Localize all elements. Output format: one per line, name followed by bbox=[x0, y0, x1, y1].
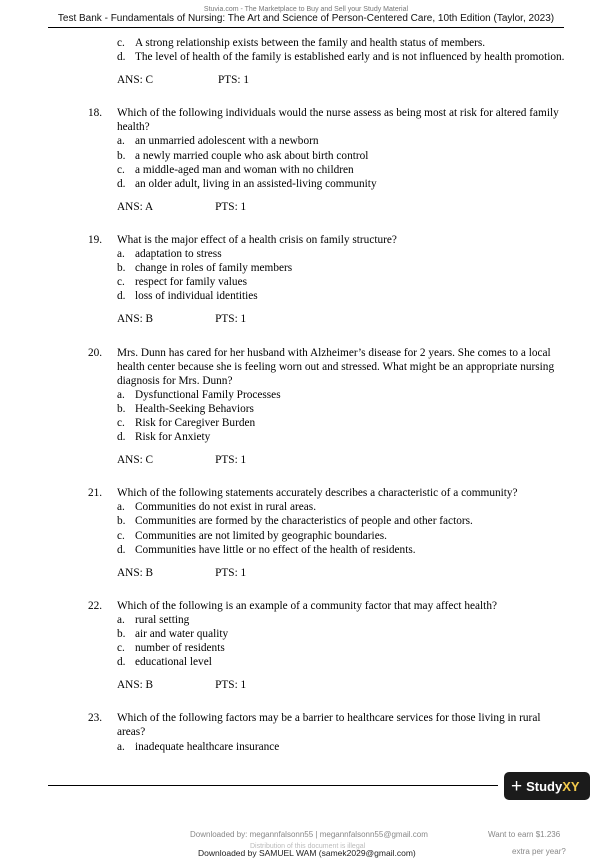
answer-key: ANS: C bbox=[117, 454, 154, 467]
question-list bbox=[90, 106, 570, 753]
option-item bbox=[117, 36, 570, 50]
option-text: a middle-aged man and woman with no children bbox=[135, 163, 354, 176]
question-stem: Which of the following is an example of a community factor that may affect health? bbox=[117, 599, 497, 612]
option-text: Health-Seeking Behaviors bbox=[135, 402, 254, 415]
answer-key: ANS: B bbox=[117, 679, 154, 692]
option-letter: d. bbox=[117, 543, 126, 556]
option-text: Communities are formed by the characteristics of people and other factors. bbox=[135, 515, 473, 528]
document-header: Test Bank - Fundamentals of Nursing: The Art and Science of Person-Centered Care, 10th Edition (Taylor, 2023) bbox=[57, 13, 555, 24]
option-text: rural setting bbox=[135, 613, 190, 626]
header-rule bbox=[48, 27, 564, 28]
option-item bbox=[117, 247, 570, 261]
question-item bbox=[90, 106, 570, 214]
option-item bbox=[117, 50, 570, 64]
option-text: A strong relationship exists between the family and health status of members. bbox=[135, 37, 486, 49]
option-letter: d. bbox=[117, 51, 126, 64]
question-17-continuation bbox=[90, 36, 570, 87]
question-item bbox=[90, 346, 570, 468]
points: PTS: 1 bbox=[215, 679, 247, 692]
question-stem: What is the major effect of a health crisis on family structure? bbox=[117, 233, 397, 246]
option-item bbox=[117, 149, 570, 163]
option-letter: a. bbox=[117, 248, 125, 261]
option-letter: a. bbox=[117, 135, 125, 148]
option-item bbox=[117, 529, 570, 543]
option-letter: b. bbox=[117, 628, 126, 640]
question-content bbox=[90, 36, 570, 773]
answer-line bbox=[117, 312, 570, 326]
downloaded-by-watermark: Downloaded by SAMUEL WAM (samek2029@gmail.com) bbox=[198, 848, 416, 858]
option-item bbox=[117, 261, 570, 275]
points: PTS: 1 bbox=[215, 566, 247, 579]
question-number: 20. bbox=[88, 346, 103, 359]
plus-icon: + bbox=[511, 775, 523, 797]
answer-key: ANS: B bbox=[117, 566, 154, 579]
question-number: 22. bbox=[88, 599, 103, 612]
option-item bbox=[117, 514, 570, 528]
option-text: Communities are not limited by geographic boundaries. bbox=[135, 529, 387, 542]
option-item bbox=[117, 641, 570, 655]
footer-rule bbox=[48, 785, 498, 786]
option-letter: c. bbox=[117, 276, 125, 289]
option-letter: b. bbox=[117, 402, 126, 415]
question-number: 23. bbox=[88, 712, 103, 725]
option-item bbox=[117, 655, 570, 669]
badge-study-text: Study bbox=[526, 778, 563, 794]
points: PTS: 1 bbox=[215, 200, 247, 213]
option-letter: a. bbox=[117, 613, 125, 626]
option-item bbox=[117, 543, 570, 557]
option-item bbox=[117, 416, 570, 430]
option-letter: c. bbox=[117, 37, 125, 49]
option-text: change in roles of family members bbox=[135, 262, 293, 275]
question-item bbox=[90, 486, 570, 580]
option-item bbox=[117, 177, 570, 191]
question-item bbox=[90, 711, 570, 753]
points: PTS: 1 bbox=[215, 454, 247, 467]
question-number: 18. bbox=[88, 107, 103, 120]
question-number: 19. bbox=[88, 233, 103, 246]
option-item bbox=[117, 500, 570, 514]
answer-line bbox=[117, 678, 570, 692]
answer-key: ANS: A bbox=[117, 200, 154, 213]
earn-promo-line1: Want to earn $1.236 bbox=[488, 830, 561, 839]
question-stem: Which of the following factors may be a barrier to healthcare services for those living in rural areas? bbox=[117, 712, 541, 739]
option-letter: b. bbox=[117, 515, 126, 528]
question-number: 21. bbox=[88, 487, 103, 500]
option-letter: d. bbox=[117, 431, 126, 444]
distribution-notice: Distribution of this document is illegal bbox=[250, 843, 366, 850]
answer-line bbox=[117, 453, 570, 467]
question-stem: Which of the following individuals would the nurse assess as being most at risk for altered family health? bbox=[117, 107, 559, 134]
option-text: an unmarried adolescent with a newborn bbox=[135, 135, 319, 148]
option-item bbox=[117, 289, 570, 303]
option-item bbox=[117, 163, 570, 177]
option-item bbox=[117, 613, 570, 627]
earn-promo-line2: extra per year? bbox=[512, 847, 566, 856]
downloaded-by-line: Downloaded by: megannfalsonn55 | megannfalsonn55@gmail.com bbox=[190, 830, 428, 839]
option-text: an older adult, living in an assisted-living community bbox=[135, 177, 377, 190]
option-item bbox=[117, 430, 570, 444]
option-item bbox=[117, 275, 570, 289]
option-text: adaptation to stress bbox=[135, 248, 222, 261]
question-item bbox=[90, 599, 570, 693]
option-letter: a. bbox=[117, 740, 125, 753]
answer-key: ANS: B bbox=[117, 313, 154, 326]
answer-line bbox=[117, 73, 570, 87]
option-letter: c. bbox=[117, 163, 125, 176]
option-letter: c. bbox=[117, 529, 125, 542]
option-text: Dysfunctional Family Processes bbox=[135, 388, 281, 401]
option-text: Communities have little or no effect of the health of residents. bbox=[135, 543, 416, 556]
option-letter: b. bbox=[117, 149, 126, 162]
stuvia-banner: Stuvia.com - The Marketplace to Buy and Sell your Study Material bbox=[203, 6, 409, 13]
question-item bbox=[90, 233, 570, 327]
option-text: a newly married couple who ask about birth control bbox=[135, 149, 369, 162]
option-text: number of residents bbox=[135, 642, 225, 655]
option-letter: c. bbox=[117, 642, 125, 655]
option-text: loss of individual identities bbox=[135, 290, 258, 303]
studyxy-badge[interactable] bbox=[504, 772, 590, 800]
option-text: Risk for Caregiver Burden bbox=[135, 416, 256, 429]
option-text: The level of health of the family is established early and is not influenced by health promotion. bbox=[135, 51, 565, 64]
option-text: respect for family values bbox=[135, 276, 247, 289]
option-letter: a. bbox=[117, 388, 125, 401]
question-stem: Mrs. Dunn has cared for her husband with Alzheimer’s disease for 2 years. She comes to a local health center because she is feeling worn out and stressed. What might be an appropriate nursing diagnosis for Mrs. Dunn? bbox=[117, 346, 555, 387]
answer-line bbox=[117, 200, 570, 214]
option-text: inadequate healthcare insurance bbox=[135, 740, 280, 753]
option-item bbox=[117, 402, 570, 416]
option-text: air and water quality bbox=[135, 628, 229, 640]
option-letter: c. bbox=[117, 416, 125, 429]
answer-key: ANS: C bbox=[117, 74, 154, 87]
answer-line bbox=[117, 566, 570, 580]
option-item bbox=[117, 627, 570, 641]
question-stem: Which of the following statements accurately describes a characteristic of a community? bbox=[117, 487, 518, 500]
option-text: Communities do not exist in rural areas. bbox=[135, 501, 317, 514]
option-item bbox=[117, 740, 570, 754]
option-text: educational level bbox=[135, 656, 212, 669]
option-item bbox=[117, 134, 570, 148]
option-letter: d. bbox=[117, 656, 126, 669]
points: PTS: 1 bbox=[217, 74, 250, 87]
option-letter: b. bbox=[117, 262, 126, 275]
option-letter: d. bbox=[117, 290, 126, 303]
option-letter: d. bbox=[117, 177, 126, 190]
option-item bbox=[117, 388, 570, 402]
option-text: Risk for Anxiety bbox=[135, 431, 211, 444]
points: PTS: 1 bbox=[215, 313, 247, 326]
option-letter: a. bbox=[117, 501, 125, 514]
badge-xy-text: XY bbox=[562, 778, 580, 794]
